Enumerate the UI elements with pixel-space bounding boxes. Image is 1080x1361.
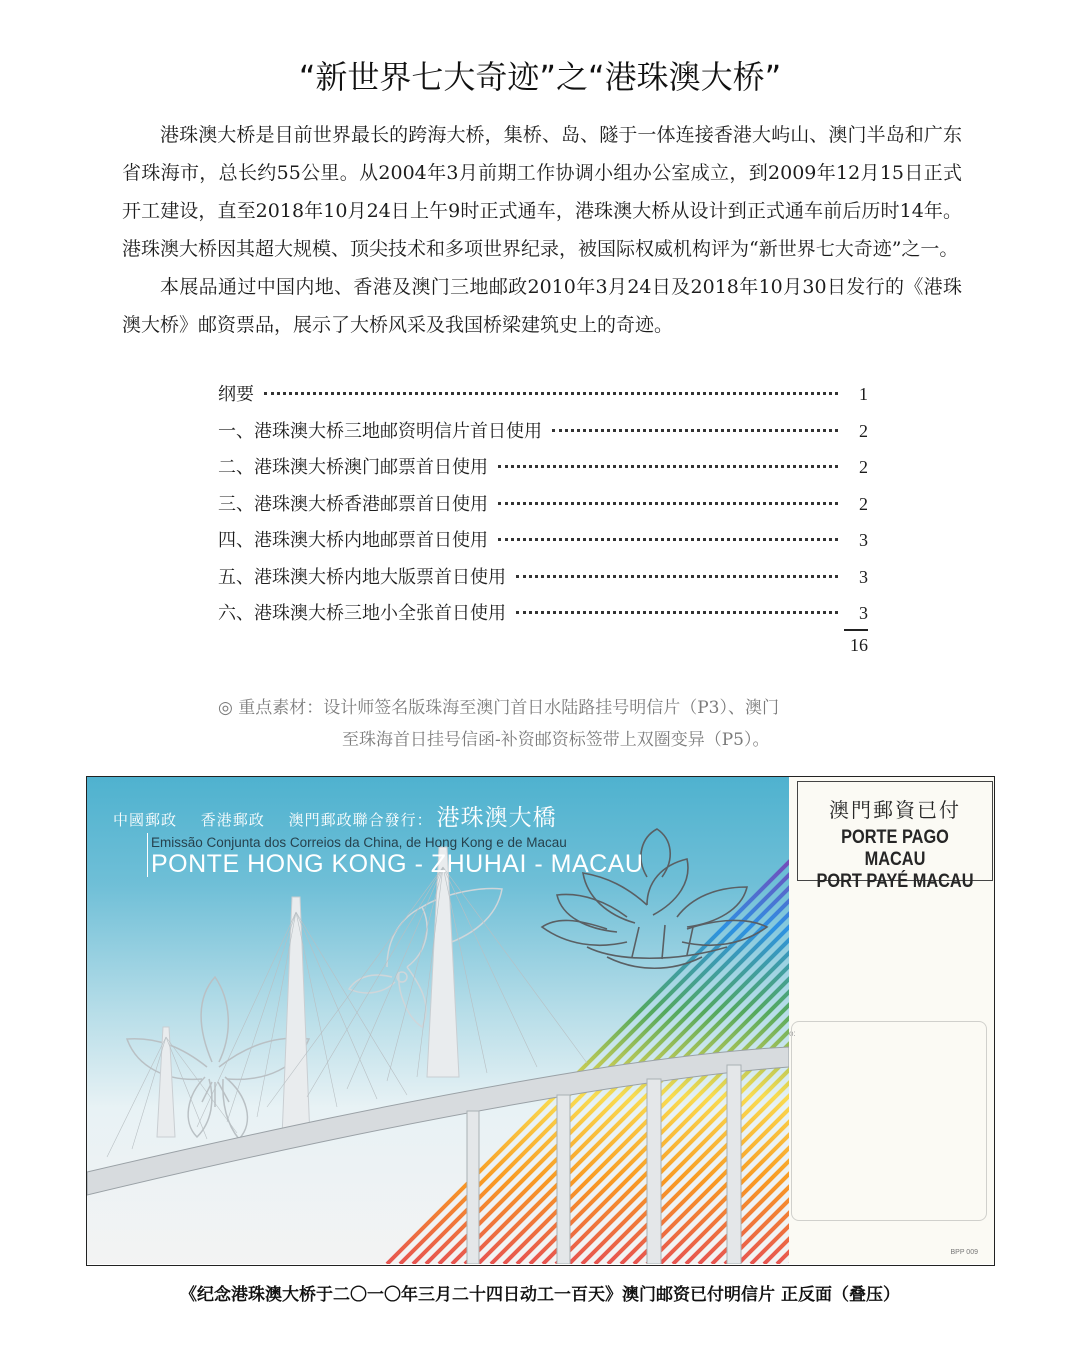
- toc-row[interactable]: [218, 453, 868, 490]
- postcard-header: [113, 799, 557, 832]
- toc-leader-dots: [498, 502, 838, 505]
- toc-leader-dots: [516, 575, 838, 578]
- toc-row[interactable]: [218, 417, 868, 454]
- intro-text: [122, 116, 962, 344]
- toc-label: 四、港珠澳大桥内地邮票首日使用: [218, 530, 488, 551]
- toc-row[interactable]: [218, 380, 868, 417]
- table-of-contents: [218, 380, 868, 655]
- note-line-1: ◎ 重点素材：设计师签名版珠海至澳门首日水陆路挂号明信片（P3）、澳门: [218, 698, 779, 718]
- address-label-fragment: o:: [789, 1029, 796, 1038]
- toc-page-number: 1: [859, 384, 868, 404]
- toc-leader-dots: [498, 465, 838, 468]
- postcard-cn-title: 港珠澳大橋: [436, 805, 557, 831]
- hk-post-label: 香港郵政: [200, 811, 265, 829]
- address-box: [791, 1021, 987, 1221]
- toc-page-number: 3: [859, 603, 868, 623]
- toc-row[interactable]: [218, 599, 868, 636]
- intro-paragraph-2: 本展品通过中国内地、香港及澳门三地邮政2010年3月24日及2018年10月30日发行的《港珠澳大桥》邮资票品，展示了大桥风采及我国桥梁建筑史上的奇迹。: [122, 276, 962, 336]
- postcard-pt-title: PONTE HONG KONG - ZHUHAI - MACAU: [151, 850, 644, 878]
- toc-row[interactable]: [218, 563, 868, 600]
- toc-label: 纲要: [218, 384, 254, 405]
- key-materials-note: [218, 692, 779, 756]
- toc-row[interactable]: [218, 526, 868, 563]
- page-title: “新世界七大奇迹”之“港珠澳大桥”: [298, 58, 782, 96]
- divider-line: [147, 833, 148, 877]
- china-post-label: 中國郵政: [113, 811, 178, 829]
- toc-label: 六、港珠澳大桥三地小全张首日使用: [218, 603, 506, 624]
- toc-page-number: 2: [859, 457, 868, 477]
- toc-total-pages: 16: [844, 635, 868, 656]
- intro-paragraph-1: 港珠澳大桥是目前世界最长的跨海大桥，集桥、岛、隧于一体连接香港大屿山、澳门半岛和广东省珠海市，总长约55公里。从2004年3月前期工作协调小组办公室成立，到2009年12月15日正式开工建设，直至2018年10月24日上午9时正式通车，港珠澳大桥从设计到正式通车前后历时14年。港珠澳大桥因其超大规模、顶尖技术和多项世界纪录，被国际权威机构评为“新世界七大奇迹”之一。: [122, 124, 962, 260]
- toc-label: 三、港珠澳大桥香港邮票首日使用: [218, 493, 488, 515]
- toc-row[interactable]: [218, 490, 868, 527]
- bridge-towers: [157, 847, 459, 1137]
- postcard-image: [86, 776, 995, 1266]
- postage-paid-fr: PORT PAYÉ MACAU: [816, 871, 974, 892]
- postcard-code: BPP 009: [950, 1249, 978, 1256]
- postage-paid-zh: 澳門郵資已付: [829, 798, 961, 822]
- toc-page-number: 2: [859, 420, 868, 441]
- toc-leader-dots: [552, 429, 838, 432]
- macau-joint-label: 澳門郵政聯合發行：: [288, 811, 433, 829]
- bridge-cables: [107, 867, 587, 1157]
- lily-outline: [127, 977, 309, 1139]
- toc-leader-dots: [498, 538, 838, 541]
- toc-page-number: 3: [859, 566, 868, 587]
- postcard-front: [87, 777, 789, 1264]
- toc-label: 一、港珠澳大桥三地邮资明信片首日使用: [218, 420, 542, 442]
- toc-page-number: 2: [859, 493, 868, 514]
- postage-paid-box: [797, 781, 993, 892]
- toc-label: 二、港珠澳大桥澳门邮票首日使用: [218, 457, 488, 478]
- postage-paid-pt: PORTE PAGO MACAU: [841, 827, 949, 870]
- note-line-2: 至珠海首日挂号信函-补资邮资标签带上双圈变异（P5）。: [342, 730, 770, 750]
- postcard-pt-subtitle: Emissão Conjunta dos Correios da China, de Hong Kong e de Macau: [151, 835, 567, 850]
- toc-leader-dots: [516, 611, 838, 614]
- toc-leader-dots: [264, 392, 838, 395]
- postcard-back: [789, 777, 994, 1264]
- toc-page-number: 3: [859, 530, 868, 550]
- toc-label: 五、港珠澳大桥内地大版票首日使用: [218, 566, 506, 588]
- image-caption: 《纪念港珠澳大桥于二〇一〇年三月二十四日动工一百天》澳门邮资已付明信片 正反面（叠压）: [180, 1285, 900, 1305]
